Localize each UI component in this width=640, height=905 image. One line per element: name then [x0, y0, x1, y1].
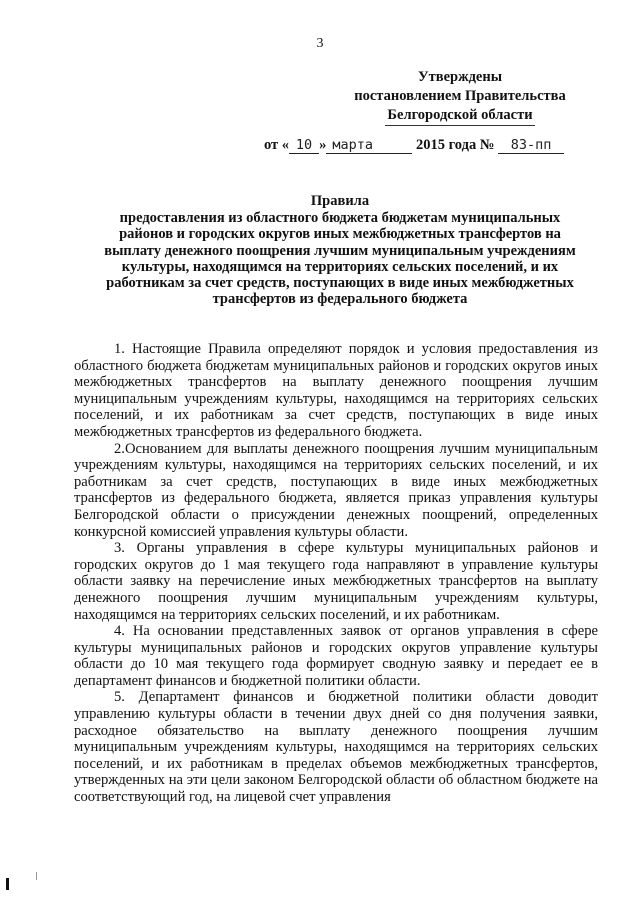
- decree-number: 83-пп: [498, 137, 564, 154]
- title-line: выплату денежного поощрения лучшим муниципальным учреждениям: [104, 242, 576, 259]
- paragraph-3: 3. Органы управления в сфере культуры муниципальных районов и городских округов до 1 мая текущего года направляют в управление культуры области заявку на перечисление иных межбюджетных трансфертов на выплату денежного поощрения лучшим муниципальным учреждениям культуры, находящимся на территориях сельских поселений, и их работникам.: [74, 540, 598, 623]
- scan-margin-mark: [36, 872, 37, 880]
- decree-line: [264, 137, 564, 154]
- scan-edge-mark: [6, 878, 9, 890]
- decree-month: марта: [326, 137, 412, 154]
- paragraph-4: 4. На основании представленных заявок от органов управления в сфере культуры муниципальных районов и городских округов управление культуры области до 10 мая текущего года формирует сводную заявку и передает ее в департамент финансов и бюджетной политики области.: [74, 623, 598, 689]
- title-line: культуры, находящимся на территориях сельских поселений, и их: [121, 258, 559, 275]
- decree-day-close: »: [319, 137, 327, 153]
- title-line: предоставления из областного бюджета бюджетам муниципальных: [119, 210, 561, 227]
- document-body: [74, 341, 598, 806]
- approval-line-2: постановлением Правительства: [354, 88, 566, 104]
- approval-block: [330, 68, 590, 126]
- title-line: работникам за счет средств, поступающих в виде иных межбюджетных: [106, 275, 574, 292]
- approval-line-1: Утверждены: [417, 69, 503, 85]
- document-title: [80, 193, 600, 307]
- paragraph-2: 2.Основанием для выплаты денежного поощрения лучшим муниципальным учреждениям культуры, находящимся на территориях сельских поселений, и их работникам за счет средств, поступающих в виде иных межбюджетных трансфертов из федерального бюджета, является приказ управления культуры Белгородской области о присуждении денежных поощрений, определенных конкурсной комиссией управления культуры области.: [74, 440, 598, 540]
- title-line: трансфертов из федерального бюджета: [212, 291, 468, 308]
- paragraph-5: 5. Департамент финансов и бюджетной политики области доводит управлению культуры области в течении двух дней со дня получения заявки, расходное обязательство на выплату денежного поощрения лучшим муниципальным учреждениям культуры, находящимся на территориях сельских поселений, и их работникам в пределах объемов межбюджетных трансфертов, утвержденных на эти цели законом Белгородской области об областном бюджете на соответствующий год, на лицевой счет управления: [74, 689, 598, 806]
- title-line: районов и городских округов иных межбюджетных трансфертов на: [119, 226, 561, 243]
- approval-line-3: Белгородской области: [385, 106, 534, 126]
- decree-prefix: от «: [264, 137, 290, 153]
- page-number: 3: [316, 36, 324, 51]
- decree-year: 2015 года №: [415, 137, 495, 153]
- paragraph-1: 1. Настоящие Правила определяют порядок и условия предоставления из областного бюджета бюджетам муниципальных районов и городских округов иных межбюджетных трансфертов на выплату денежного поощрения лучшим муниципальным учреждениям культуры, находящимся на территориях сельских поселений, и их работникам за счет средств, поступающих в виде иных межбюджетных трансфертов из федерального бюджета.: [74, 341, 598, 440]
- decree-day: 10: [289, 137, 319, 154]
- title-heading: Правила: [310, 193, 370, 209]
